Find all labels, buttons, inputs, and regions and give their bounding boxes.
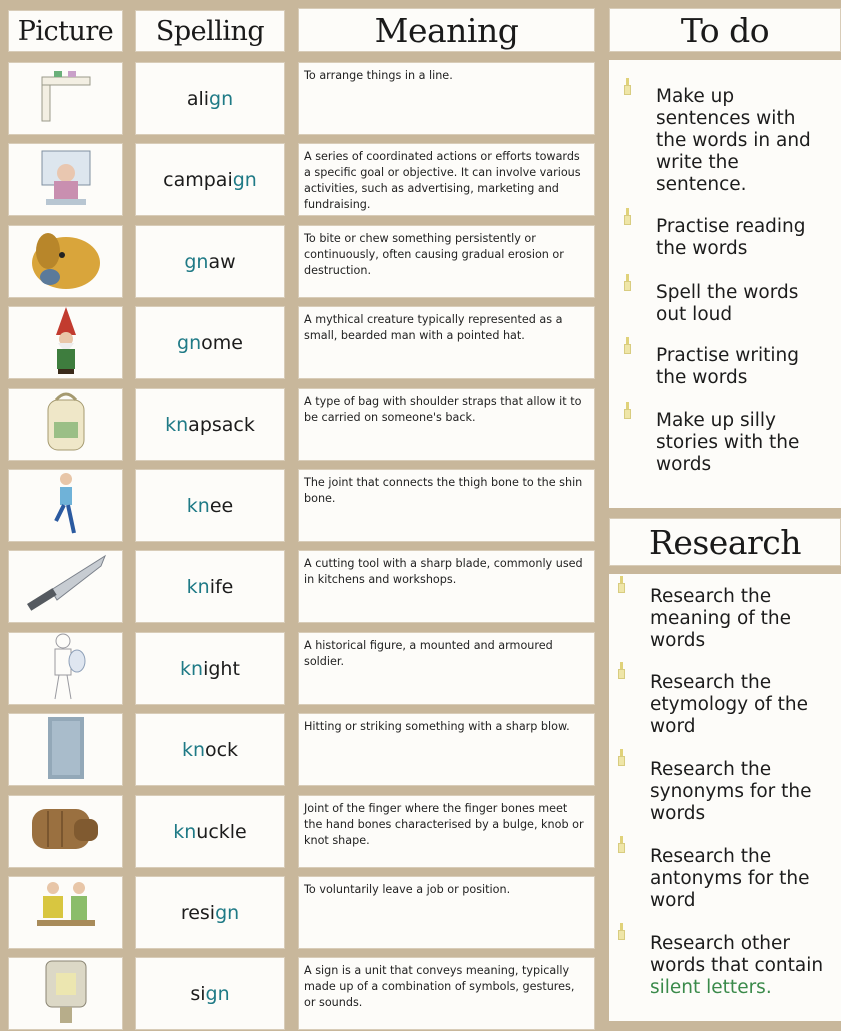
spelling-word <box>181 902 239 924</box>
picture-cell <box>8 469 123 542</box>
todo-item: Practise writing the words <box>656 345 799 388</box>
spelling-word <box>163 169 257 191</box>
pin-icon <box>618 749 625 767</box>
pin-icon <box>624 337 631 355</box>
pin-icon <box>624 78 631 96</box>
spelling-cell <box>135 62 285 135</box>
header-picture-label: Picture <box>17 15 114 47</box>
silent-letters: kn <box>173 820 197 843</box>
todo-item: Make up silly stories with the words <box>656 410 800 475</box>
picture-cell <box>8 795 123 868</box>
knee-icon <box>46 469 86 543</box>
spelling-part: apsack <box>188 413 255 436</box>
align-icon <box>36 67 96 131</box>
spelling-part: ock <box>204 738 239 761</box>
spelling-cell <box>135 713 285 786</box>
silent-letters: kn <box>181 738 205 761</box>
meaning-cell: To voluntarily leave a job or position. <box>298 876 595 949</box>
fist-icon <box>28 797 104 867</box>
header-spelling-label: Spelling <box>155 15 265 47</box>
header-research <box>609 518 841 566</box>
spelling-part: resi <box>180 901 216 924</box>
pin-icon <box>618 923 625 941</box>
spelling-part: campai <box>163 168 233 191</box>
picture-cell <box>8 306 123 379</box>
pin-icon <box>618 576 625 594</box>
silent-letters: kn <box>180 657 204 680</box>
spelling-part: uckle <box>196 820 247 843</box>
backpack-icon <box>36 388 96 462</box>
silent-letters: gn <box>209 87 234 110</box>
silent-letters: kn <box>165 413 189 436</box>
pin-icon <box>618 662 625 680</box>
header-spelling <box>135 10 285 52</box>
header-meaning <box>298 8 595 52</box>
door-icon <box>44 715 88 785</box>
spelling-word <box>180 658 240 680</box>
picture-cell <box>8 550 123 623</box>
research-item-highlight: silent letters. <box>650 977 772 998</box>
silent-letters: gn <box>177 331 202 354</box>
meaning-cell: A sign is a unit that conveys meaning, typically made up of a combination of symbols, gestures, or sounds. <box>298 957 595 1030</box>
header-todo <box>609 8 841 52</box>
picture-cell <box>8 632 123 705</box>
pin-icon <box>618 836 625 854</box>
meaning-cell: The joint that connects the thigh bone to the shin bone. <box>298 469 595 542</box>
spelling-word <box>190 983 229 1005</box>
pin-icon <box>624 208 631 226</box>
todo-item: Practise reading the words <box>656 216 806 259</box>
knight-icon <box>41 631 91 707</box>
todo-item: Spell the words out loud <box>656 282 799 325</box>
research-item <box>650 933 840 999</box>
research-item: Research the synonyms for the words <box>650 759 812 824</box>
spelling-word <box>182 739 238 761</box>
meaning-cell: A cutting tool with a sharp blade, commonly used in kitchens and workshops. <box>298 550 595 623</box>
header-todo-label: To do <box>680 10 770 50</box>
silent-letters: gn <box>232 168 257 191</box>
meaning-cell: To arrange things in a line. <box>298 62 595 135</box>
research-item: Research the meaning of the words <box>650 586 792 651</box>
spelling-part: ali <box>186 87 210 110</box>
spelling-cell <box>135 143 285 216</box>
gnome-icon <box>46 305 86 381</box>
spelling-part: aw <box>208 250 236 273</box>
spelling-cell <box>135 957 285 1030</box>
picture-cell <box>8 876 123 949</box>
meaning-cell: A historical figure, a mounted and armoured soldier. <box>298 632 595 705</box>
dog-icon <box>26 225 106 299</box>
silent-letters: gn <box>215 901 240 924</box>
pin-icon <box>624 402 631 420</box>
picture-cell <box>8 143 123 216</box>
picture-cell <box>8 62 123 135</box>
spelling-part: ight <box>203 657 240 680</box>
spelling-cell <box>135 876 285 949</box>
header-research-label: Research <box>648 522 802 562</box>
header-meaning-label: Meaning <box>374 10 519 50</box>
silent-letters: kn <box>186 575 210 598</box>
spelling-word <box>187 88 233 110</box>
spelling-part: ome <box>201 331 243 354</box>
spelling-cell <box>135 795 285 868</box>
meaning-cell: A mythical creature typically represented as a small, bearded man with a pointed hat. <box>298 306 595 379</box>
spelling-cell <box>135 225 285 298</box>
pin-icon <box>624 274 631 292</box>
research-item-text: Research other words that contain <box>650 933 824 976</box>
picture-cell <box>8 225 123 298</box>
picture-cell <box>8 713 123 786</box>
resign-icon <box>33 876 99 950</box>
picture-cell <box>8 388 123 461</box>
spelling-word <box>187 576 234 598</box>
silent-letters: gn <box>184 250 209 273</box>
spelling-word <box>184 251 235 273</box>
meaning-cell: To bite or chew something persistently or continuously, often causing gradual erosion or destruction. <box>298 225 595 298</box>
spelling-part: ife <box>209 575 234 598</box>
campaign-icon <box>34 145 98 215</box>
spelling-word <box>165 414 255 436</box>
spelling-word <box>173 821 247 843</box>
silent-letters: gn <box>205 982 230 1005</box>
spelling-cell <box>135 632 285 705</box>
meaning-cell: A series of coordinated actions or efforts towards a specific goal or objective. It can involve various activities, such as advertising, marketing and fundraising. <box>298 143 595 216</box>
spelling-cell <box>135 550 285 623</box>
spelling-word <box>177 332 243 354</box>
todo-item: Make up sentences with the words in and write the sentence. <box>656 86 811 195</box>
meaning-cell: A type of bag with shoulder straps that allow it to be carried on someone's back. <box>298 388 595 461</box>
picture-cell <box>8 957 123 1030</box>
silent-letters: kn <box>186 494 210 517</box>
spelling-word <box>187 495 233 517</box>
research-item: Research the antonyms for the word <box>650 846 810 911</box>
spelling-cell <box>135 306 285 379</box>
header-picture <box>8 10 123 52</box>
spelling-part: ee <box>209 494 234 517</box>
spelling-cell <box>135 469 285 542</box>
meaning-cell: Joint of the finger where the finger bones meet the hand bones characterised by a bulge, knob or knot shape. <box>298 795 595 868</box>
spelling-part: si <box>190 982 206 1005</box>
sign-icon <box>38 957 94 1031</box>
knife-icon <box>21 550 111 624</box>
spelling-cell <box>135 388 285 461</box>
research-item: Research the etymology of the word <box>650 672 809 737</box>
meaning-cell: Hitting or striking something with a sharp blow. <box>298 713 595 786</box>
